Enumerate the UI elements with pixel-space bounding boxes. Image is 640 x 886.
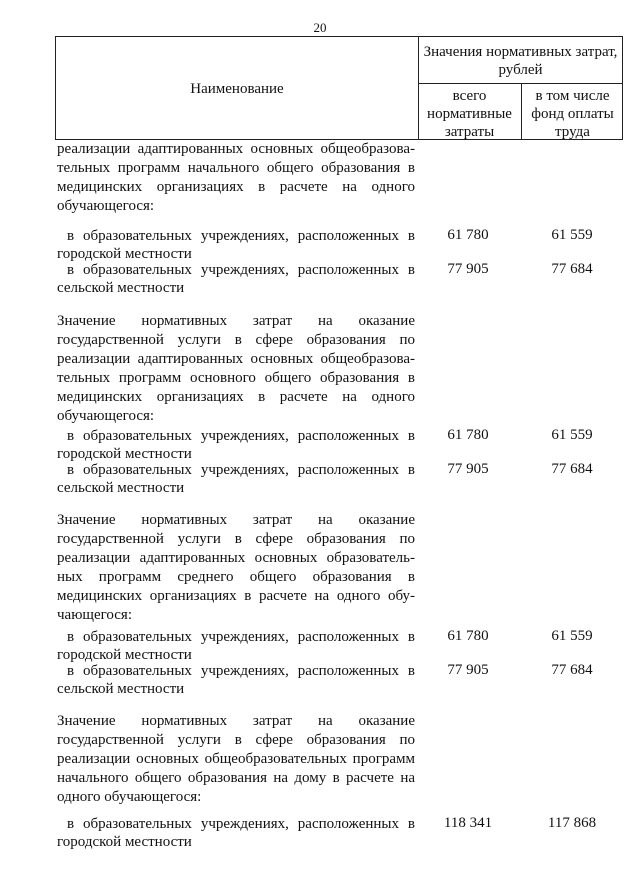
table-row [57, 427, 415, 463]
row-payroll: 117 868 [547, 815, 597, 831]
row-label: в образовательных учреждениях, расположенных в городской местности [57, 629, 415, 663]
header-divider [418, 83, 622, 84]
row-label: в образовательных учреждениях, расположенных в городской местности [57, 816, 415, 850]
section-description: Значение нормативных затрат на оказание государственной услуги в сфере образования по реализации основных общеобразовательных программ начального общего образования на дому в расчете на одного обучающегося: [57, 713, 415, 805]
row-total: 77 905 [447, 261, 489, 277]
table-row [57, 261, 415, 297]
column-header-values: Значения нормативных затрат, рублей [423, 44, 618, 78]
table-row [57, 628, 415, 664]
table-row [57, 227, 415, 263]
row-payroll: 61 559 [551, 427, 593, 443]
row-label: в образовательных учреждениях, расположенных в городской местности [57, 428, 415, 462]
row-payroll: 77 684 [551, 662, 593, 678]
table-row [57, 815, 415, 851]
row-label: в образовательных учреждениях, расположенных в городской местности [57, 228, 415, 262]
column-header-name: Наименование [190, 81, 284, 97]
row-label: в образовательных учреждениях, расположенных в сельской местности [57, 663, 415, 697]
row-total: 61 780 [447, 227, 489, 243]
table-row [57, 662, 415, 698]
column-header-payroll: в том числе фонд оплаты труда [531, 88, 614, 140]
row-total: 77 905 [447, 662, 489, 678]
row-total: 118 341 [443, 815, 493, 831]
table-header [55, 36, 623, 140]
row-label: в образовательных учреждениях, расположенных в сельской местности [57, 262, 415, 296]
table-row [57, 461, 415, 497]
row-payroll: 61 559 [551, 628, 593, 644]
section-description: Значение нормативных затрат на оказание государственной услуги в сфере образования по реализации адаптированных основных образователь-ных программ среднего общего образования в медицинских организациях в расчете на одного обу-чающегося: [57, 512, 415, 623]
row-total: 61 780 [447, 427, 489, 443]
page-number: 20 [313, 20, 327, 35]
row-label: в образовательных учреждениях, расположенных в сельской местности [57, 462, 415, 496]
section-description: реализации адаптированных основных общеобразова-тельных программ начального общего образования в медицинских организациях в расчете на одного обучающегося: [57, 141, 415, 214]
section-description: Значение нормативных затрат на оказание государственной услуги в сфере образования по реализации адаптированных основных общеобразова-тельных программ основного общего образования в медицинских организациях в расчете на одного обучающегося: [57, 313, 415, 424]
row-payroll: 77 684 [551, 261, 593, 277]
row-payroll: 61 559 [551, 227, 593, 243]
column-header-total: всего нормативные затраты [427, 88, 512, 140]
row-total: 77 905 [447, 461, 489, 477]
row-payroll: 77 684 [551, 461, 593, 477]
row-total: 61 780 [447, 628, 489, 644]
